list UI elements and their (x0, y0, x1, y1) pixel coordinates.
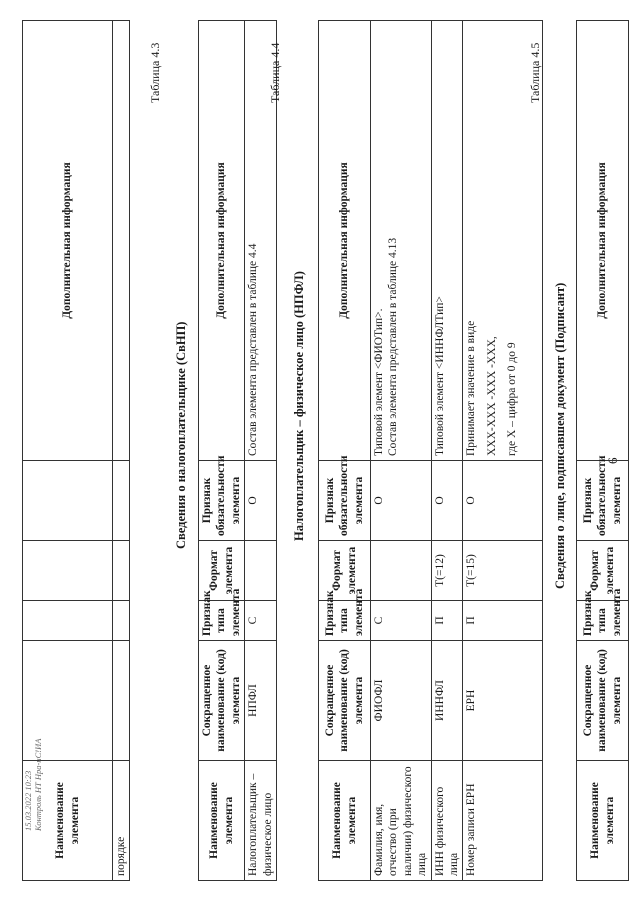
header-code: Сокращенное наименование (код) элемента (577, 641, 629, 761)
header-format: Формат элемента (319, 541, 371, 601)
info-line: Состав элемента представлен в таблице 4.13 (387, 237, 400, 456)
table-row (371, 21, 432, 881)
cell-code: ЕРН (463, 641, 543, 761)
table-title-4-4: Налогоплательщик – физическое лицо (НПФЛ) (292, 271, 306, 541)
info-line: Типовой элемент <ИННФЛТип> (433, 296, 446, 456)
cell-code: ФИОФЛ (371, 641, 432, 761)
table-4-5 (576, 20, 629, 881)
table-4-4 (318, 20, 543, 881)
header-info: Дополнительная информация (319, 21, 371, 461)
header-name: Наименование элемента (319, 761, 371, 881)
cell-name: порядке (113, 761, 130, 881)
stamp-line: 15.03.2022 10:23 (23, 770, 33, 831)
table-row (463, 21, 543, 881)
cell-type: С (245, 601, 277, 641)
cell-format (371, 541, 432, 601)
table-title-4-3: Сведения о налогоплательщике (СвНП) (174, 321, 188, 549)
cell-info: Состав элемента представлен в таблице 4.4 (245, 21, 277, 461)
header-type (23, 601, 113, 641)
table-label-4-4: Таблица 4.4 (268, 42, 282, 103)
header-name: Наименование элемента (23, 761, 113, 881)
header-type: Признак типа элемента (199, 601, 245, 641)
cell-req: О (245, 461, 277, 541)
header-type: Признак типа элемента (577, 601, 629, 641)
header-req (23, 461, 113, 541)
info-line: где X – цифра от 0 до 9 (506, 342, 518, 456)
header-req: Признак обязательности элемента (319, 461, 371, 541)
table-header-row (199, 21, 245, 881)
cell-req: О (431, 461, 463, 541)
cell-req: О (463, 461, 543, 541)
cell-req: О (371, 461, 432, 541)
cell-type: П (431, 601, 463, 641)
cell-info (371, 21, 432, 461)
cell-name: ИНН физического лица (431, 761, 463, 881)
table-row (431, 21, 463, 881)
header-format: Формат элемента (199, 541, 245, 601)
cell-format (245, 541, 277, 601)
header-req: Признак обязательности элемента (199, 461, 245, 541)
header-info: Дополнительная информация (23, 21, 113, 461)
info-line: XXX-XXX -XXX -XXX, (485, 336, 498, 456)
table-header-row (319, 21, 371, 881)
header-format: Формат элемента (577, 541, 629, 601)
cell-name: Фамилия, имя, отчество (при наличии) физического лица (371, 761, 432, 881)
cell-code: ИННФЛ (431, 641, 463, 761)
cell-format: T(=15) (463, 541, 543, 601)
cell-name: Налогоплательщик – физическое лицо (245, 761, 277, 881)
cell-info (431, 21, 463, 461)
header-code: Сокращенное наименование (код) элемента (199, 641, 245, 761)
page-number: 6 (605, 457, 620, 464)
header-info: Дополнительная информация (577, 21, 629, 461)
info-line: Типовой элемент <ФИОТип>. (373, 308, 385, 456)
header-req: Признак обязательности элемента (577, 461, 629, 541)
cell-type: С (371, 601, 432, 641)
info-line: Принимает значение в виде (465, 320, 478, 456)
header-name: Наименование элемента (199, 761, 245, 881)
table-row (245, 21, 277, 881)
cell-name: Номер записи ЕРН (463, 761, 543, 881)
table-label-4-3: Таблица 4.3 (148, 42, 162, 103)
cell-type: П (463, 601, 543, 641)
document-stamp (23, 739, 43, 831)
cell-format: T(=12) (431, 541, 463, 601)
header-name: Наименование элемента (577, 761, 629, 881)
header-info: Дополнительная информация (199, 21, 245, 461)
table-header-row (577, 21, 629, 881)
table-4-3 (198, 20, 277, 881)
header-code: Сокращенное наименование (код) элемента (319, 641, 371, 761)
cell-code: НПФЛ (245, 641, 277, 761)
stamp-line: Контроль НТ Нра-нС!ИА (33, 738, 44, 831)
header-type: Признак типа элемента (319, 601, 371, 641)
table-row (113, 21, 130, 881)
header-format (23, 541, 113, 601)
table-label-4-5: Таблица 4.5 (528, 42, 542, 103)
table-title-4-5: Сведения о лице, подписавшем документ (Подписант) (553, 282, 567, 589)
